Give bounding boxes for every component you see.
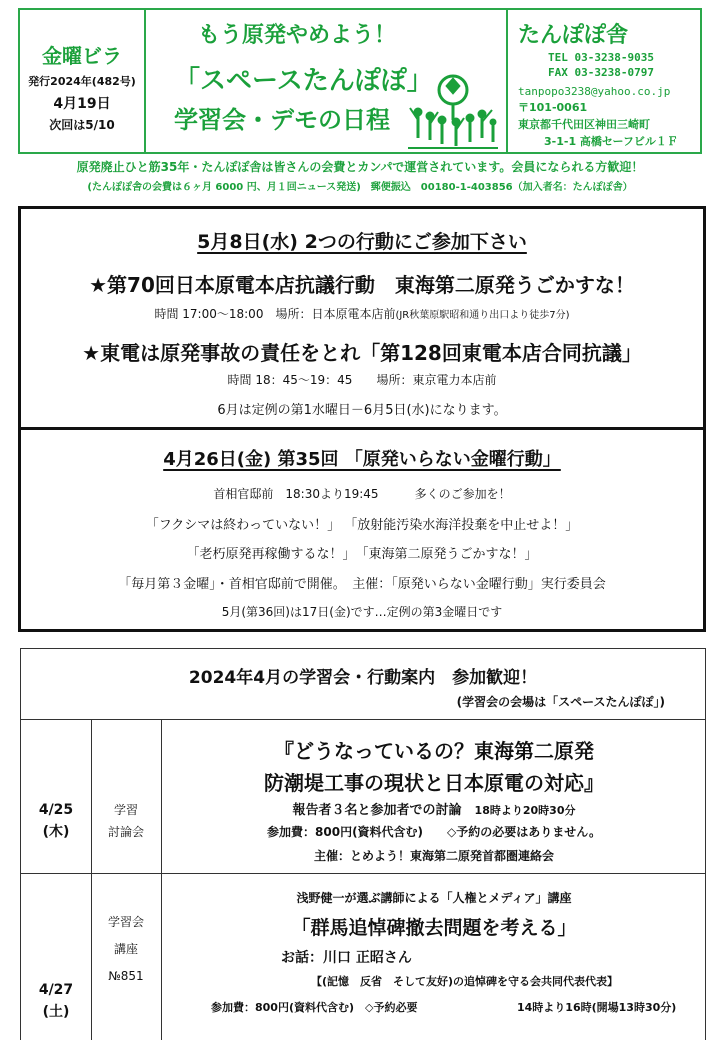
friday-action-time: 首相官邸前 18:30より19:45 多くのご参加を！ (213, 487, 511, 501)
may8-heading: 5月8日(水) 2つの行動にご参加下さい (197, 231, 527, 253)
membership-note: 原発廃止ひと筋35年・たんぽぽ舎は皆さんの会費とカンパで運営されています。会員になられる方歓迎！ (76, 160, 644, 174)
event-2-type-line-2: 講座 (113, 942, 138, 956)
event-1-report-text: 報告者３名と参加者での討論 (292, 803, 462, 818)
email: tanpopo3238@yahoo.co.jp (518, 85, 671, 98)
org-name: たんぽぽ舎 (518, 23, 629, 48)
phone: TEL 03-3238-9035 (548, 51, 654, 64)
event-2-speaker: お話：川口 正昭さん (281, 950, 412, 966)
event-1-organizer: 主催：とめよう！東海第二原発首都圏連絡会 (313, 849, 554, 863)
tepco-protest-title: ★東電は原発事故の責任をとれ「第128回東電本店合同抗議」 (82, 341, 642, 365)
flyer-title: 金曜ビラ (42, 44, 122, 68)
event-2-type (91, 909, 161, 990)
table-rule (21, 719, 705, 720)
genden-time-place: 時間 17:00～18:00 場所：日本原電本店前 (154, 307, 396, 321)
slogans-line-1: 「フクシマは終わっていない！」 「放射能汚染水海洋投棄を中止せよ！」 (145, 518, 579, 533)
event-2-weekday: (土) (42, 1004, 70, 1020)
event-1-type-line-2: 討論会 (107, 825, 144, 839)
table-rule (21, 873, 705, 874)
table-column-rule (91, 719, 92, 1040)
event-1-type-line-1: 学習 (113, 803, 138, 817)
friday-action-heading: 4月26日(金) 第35回 「原発いらない金曜行動」 (163, 449, 561, 470)
event-1-title-line-1: 『どうなっているの？東海第二原発 (274, 739, 594, 763)
next-issue: 次回は5/10 (49, 118, 115, 132)
organizer-line: 「毎月第３金曜」・首相官邸前で開催。 主催：「原発いらない金曜行動」実行委員会 (118, 577, 606, 592)
issue-date: 4月19日 (53, 96, 111, 112)
event-1-fee: 参加費：800円(資料代含む) ◇予約の必要はありません。 (267, 825, 601, 839)
event-2-course-number: №851 (108, 969, 144, 983)
issue-info (20, 10, 146, 152)
event-2-speaker-affiliation: 【(記憶 反省 そして友好)の追悼碑を守る会共同代表代表】 (311, 975, 619, 988)
event-2-type-line-1: 学習会 (107, 915, 144, 929)
space-name: 「スペースたんぽぽ」 (174, 66, 433, 96)
schedule-heading: 学習会・デモの日程 (174, 106, 390, 134)
divider (21, 427, 703, 430)
slogans-line-2: 「老朽原発再稼働するな！」 「東海第二原発うごかすな！」 (186, 547, 538, 562)
banner (146, 10, 508, 152)
issue-number: 発行2024年(482号) (28, 75, 136, 88)
address-line-2: 3-1-1 高橋セーフビル１Ｆ (544, 135, 678, 148)
fee-note: (たんぽぽ舎の会費は６ヶ月 6000 円、月１回ニュース発送) 郵便振込 00180-1-403856（加入者名：たんぽぽ舎） (87, 182, 633, 193)
may-action-note: 5月(第36回)は17日(金)です…定例の第3金曜日です (221, 605, 503, 619)
event-1-day: 4/25 (38, 802, 74, 818)
venue-note: (学習会の会場は「スペースたんぽぽ」) (456, 695, 665, 709)
event-1-date (21, 799, 91, 843)
event-1-weekday: (木) (42, 824, 70, 840)
zip-code: 〒101-0061 (518, 101, 588, 114)
tepco-protest-details: 時間 18：45～19：45 場所：東京電力本店前 (227, 373, 497, 387)
genden-protest-details (21, 305, 703, 322)
event-2-day: 4/27 (38, 982, 74, 998)
event-1-time: 18時より20時30分 (474, 804, 576, 817)
event-1-type (91, 799, 161, 843)
schedule-table (20, 648, 706, 1040)
june-note: 6月は定例の第1水曜日－6月5日(水)になります。 (217, 403, 507, 418)
event-2-date (21, 979, 91, 1023)
event-1-title-line-2: 防潮堤工事の現状と日本原電の対応』 (264, 771, 604, 795)
event-2-time: 14時より16時(開場13時30分) (517, 1001, 677, 1014)
contact-info (508, 10, 702, 152)
events-box (18, 206, 706, 632)
genden-directions: (JR秋葉原駅昭和通り出口より徒歩7分) (395, 310, 570, 321)
event-2-title: 「群馬追悼碑撤去問題を考える」 (291, 917, 577, 939)
genden-protest-title: ★第70回日本原電本店抗議行動 東海第二原発うごかすな！ (89, 273, 635, 297)
fax: FAX 03-3238-0797 (548, 66, 654, 79)
protest-crowd-icon (408, 72, 498, 150)
event-1-report (161, 799, 707, 818)
address-line-1: 東京都千代田区神田三崎町 (518, 118, 650, 131)
event-2-fee: 参加費：800円(資料代含む) ◇予約必要 (211, 1001, 418, 1014)
masthead (18, 8, 702, 154)
slogan: もう原発やめよう！ (198, 23, 397, 48)
schedule-title: 2024年4月の学習会・行動案内 参加歓迎！ (188, 668, 538, 688)
event-2-series: 浅野健一が選ぶ講師による「人権とメディア」講座 (296, 891, 572, 905)
